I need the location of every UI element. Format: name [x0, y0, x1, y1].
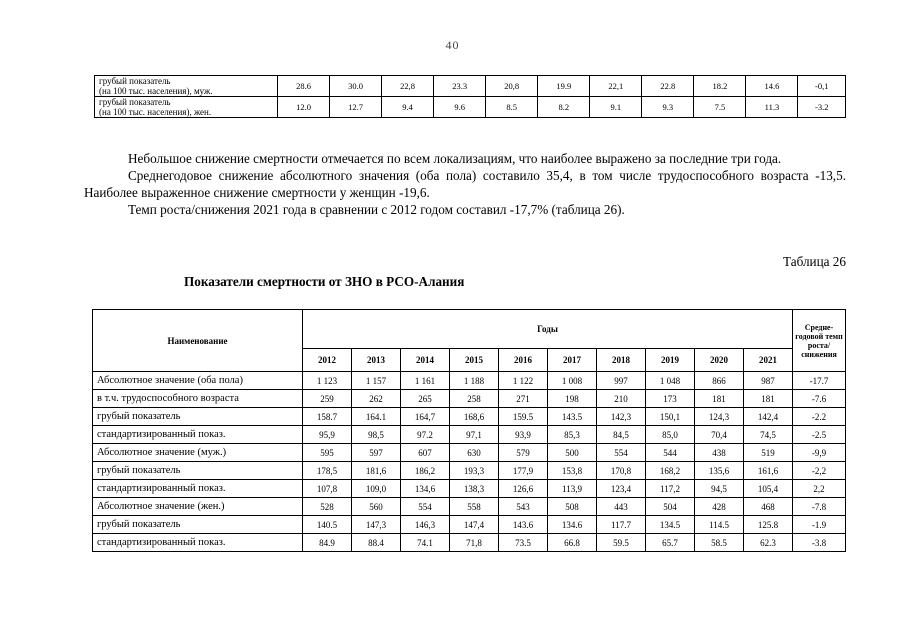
table-cell: 544	[646, 444, 695, 462]
years-header: Годы	[303, 310, 793, 349]
row-label: Абсолютное значение (муж.)	[93, 444, 303, 462]
table-cell: 97.2	[401, 426, 450, 444]
continued-table	[94, 75, 846, 118]
row-label: стандартизированный показ.	[93, 534, 303, 552]
paragraph: Небольшое снижение смертности отмечается по всем локализациям, что наиболее выражено за последние три года.	[128, 151, 782, 166]
table-cell: 193,3	[450, 462, 499, 480]
table-cell: 143.5	[548, 408, 597, 426]
table-row	[93, 426, 846, 444]
table-cell: 428	[695, 498, 744, 516]
table-cell: 181	[744, 390, 793, 408]
table-cell: 62.3	[744, 534, 793, 552]
row-label: стандартизированный показ.	[93, 426, 303, 444]
table-cell: 66.8	[548, 534, 597, 552]
table-cell: 114.5	[695, 516, 744, 534]
table-cell: 28.6	[278, 76, 330, 97]
rate-header: Средне-годовой темп роста/ снижения	[793, 310, 846, 372]
table-cell: 73.5	[499, 534, 548, 552]
table-cell: 500	[548, 444, 597, 462]
table-cell: 134.6	[548, 516, 597, 534]
mortality-table	[92, 309, 846, 552]
table-row	[93, 462, 846, 480]
paragraph: Среднегодовое снижение абсолютного значения (оба пола) составило 35,4, в том числе трудоспособного возраста -13,5. Наиболее выраженное снижение смертности у женщин -19,6.	[84, 168, 846, 200]
rate-cell: -7.6	[793, 390, 846, 408]
rate-cell: 2,2	[793, 480, 846, 498]
table-cell: 1 122	[499, 372, 548, 390]
table-cell: 30.0	[330, 76, 382, 97]
table-cell: 22.8	[642, 76, 694, 97]
table-cell: 107,8	[303, 480, 352, 498]
rate-cell: -2.2	[793, 408, 846, 426]
table-cell: 150,1	[646, 408, 695, 426]
table-caption: Таблица 26	[783, 254, 846, 269]
year-header: 2013	[352, 349, 401, 372]
table-cell: 135,6	[695, 462, 744, 480]
table-cell: 161,6	[744, 462, 793, 480]
table-cell: 140.5	[303, 516, 352, 534]
table-cell: 173	[646, 390, 695, 408]
table-cell: 85,0	[646, 426, 695, 444]
table-cell: 105,4	[744, 480, 793, 498]
table-cell: 93,9	[499, 426, 548, 444]
table-cell: 866	[695, 372, 744, 390]
table-cell: 181,6	[352, 462, 401, 480]
table-cell: 198	[548, 390, 597, 408]
row-label: в т.ч. трудоспособного возраста	[93, 390, 303, 408]
table-cell: 97,1	[450, 426, 499, 444]
table-cell: 519	[744, 444, 793, 462]
text-body	[84, 150, 846, 218]
row-label	[95, 76, 278, 97]
table-cell: 95,9	[303, 426, 352, 444]
table-cell: 153,8	[548, 462, 597, 480]
row-label: грубый показатель	[93, 408, 303, 426]
table-cell: 164,7	[401, 408, 450, 426]
table-cell: 1 188	[450, 372, 499, 390]
table-cell: 508	[548, 498, 597, 516]
table-cell: 123,4	[597, 480, 646, 498]
table-cell: 997	[597, 372, 646, 390]
table-cell: 11.3	[746, 97, 798, 118]
table-cell: 9.1	[590, 97, 642, 118]
table-cell: 143.6	[499, 516, 548, 534]
table-cell: 124,3	[695, 408, 744, 426]
table-cell: 98,5	[352, 426, 401, 444]
table-cell: 113,9	[548, 480, 597, 498]
table-cell: 74.1	[401, 534, 450, 552]
row-label: стандартизированный показ.	[93, 480, 303, 498]
table-cell: 597	[352, 444, 401, 462]
row-label: грубый показатель	[93, 516, 303, 534]
rate-cell: -2.5	[793, 426, 846, 444]
table-cell: 178,5	[303, 462, 352, 480]
table-cell: 271	[499, 390, 548, 408]
year-header: 2018	[597, 349, 646, 372]
rate-cell: -7.8	[793, 498, 846, 516]
table-cell: 554	[597, 444, 646, 462]
table-cell: 558	[450, 498, 499, 516]
table-cell: 259	[303, 390, 352, 408]
row-label-line: (на 100 тыс. населения), жен.	[99, 107, 212, 117]
table-cell: 22,8	[382, 76, 434, 97]
table-cell: 134.5	[646, 516, 695, 534]
table-title: Показатели смертности от ЗНО в РСО-Алания	[184, 274, 465, 289]
table-cell: 12.7	[330, 97, 382, 118]
table-cell: 210	[597, 390, 646, 408]
table-cell: 59.5	[597, 534, 646, 552]
table-cell: -0,1	[798, 76, 846, 97]
year-header: 2021	[744, 349, 793, 372]
table-cell: 117.7	[597, 516, 646, 534]
table-cell: 142,4	[744, 408, 793, 426]
table-cell: 468	[744, 498, 793, 516]
table-cell: 138,3	[450, 480, 499, 498]
table-cell: 170,8	[597, 462, 646, 480]
row-label-line: (на 100 тыс. населения), муж.	[99, 86, 213, 96]
table-cell: 19.9	[538, 76, 590, 97]
table-cell: 70,4	[695, 426, 744, 444]
table-cell: 595	[303, 444, 352, 462]
table-cell: 504	[646, 498, 695, 516]
table-row	[93, 372, 846, 390]
table-cell: 987	[744, 372, 793, 390]
table-cell: 265	[401, 390, 450, 408]
table-cell: 146,3	[401, 516, 450, 534]
table-cell: 579	[499, 444, 548, 462]
row-label: Абсолютное значение (оба пола)	[93, 372, 303, 390]
table-cell: 159.5	[499, 408, 548, 426]
row-label: грубый показатель	[93, 462, 303, 480]
table-cell: 1 008	[548, 372, 597, 390]
table-cell: 84,5	[597, 426, 646, 444]
year-header: 2014	[401, 349, 450, 372]
table-row	[93, 516, 846, 534]
table-cell: 117,2	[646, 480, 695, 498]
year-header: 2020	[695, 349, 744, 372]
table-cell: 22,1	[590, 76, 642, 97]
table-cell: 438	[695, 444, 744, 462]
table-cell: 528	[303, 498, 352, 516]
table-cell: 543	[499, 498, 548, 516]
table-cell: 443	[597, 498, 646, 516]
table-cell: 9.3	[642, 97, 694, 118]
table-cell: 94,5	[695, 480, 744, 498]
table-cell: 88.4	[352, 534, 401, 552]
table-row	[95, 76, 846, 97]
year-header: 2016	[499, 349, 548, 372]
table-row	[93, 480, 846, 498]
row-label-line: грубый показатель	[99, 97, 171, 107]
table-cell: 186,2	[401, 462, 450, 480]
table-cell: 147,3	[352, 516, 401, 534]
table-cell: 9.4	[382, 97, 434, 118]
table-cell: 65.7	[646, 534, 695, 552]
rate-cell: -3.8	[793, 534, 846, 552]
table-cell: 58.5	[695, 534, 744, 552]
paragraph: Темп роста/снижения 2021 года в сравнении с 2012 годом составил -17,7% (таблица 26).	[128, 202, 625, 217]
table-cell: -3.2	[798, 97, 846, 118]
table-cell: 1 123	[303, 372, 352, 390]
table-cell: 8.5	[486, 97, 538, 118]
rate-cell: -17.7	[793, 372, 846, 390]
table-cell: 164.1	[352, 408, 401, 426]
table-cell: 9.6	[434, 97, 486, 118]
table-cell: 23.3	[434, 76, 486, 97]
year-header: 2019	[646, 349, 695, 372]
table-row	[93, 444, 846, 462]
table-cell: 74,5	[744, 426, 793, 444]
table-cell: 147,4	[450, 516, 499, 534]
table-cell: 1 157	[352, 372, 401, 390]
table-row	[93, 498, 846, 516]
table-cell: 262	[352, 390, 401, 408]
table-row	[93, 408, 846, 426]
table-cell: 158.7	[303, 408, 352, 426]
table-cell: 125.8	[744, 516, 793, 534]
table-cell: 607	[401, 444, 450, 462]
table-cell: 84.9	[303, 534, 352, 552]
table-cell: 181	[695, 390, 744, 408]
table-cell: 109,0	[352, 480, 401, 498]
table-cell: 168,6	[450, 408, 499, 426]
name-header: Наименование	[93, 310, 303, 372]
page-number: 40	[445, 38, 460, 52]
table-row	[93, 390, 846, 408]
year-header: 2012	[303, 349, 352, 372]
table-cell: 554	[401, 498, 450, 516]
table-cell: 1 161	[401, 372, 450, 390]
year-header: 2015	[450, 349, 499, 372]
table-cell: 126,6	[499, 480, 548, 498]
table-cell: 168,2	[646, 462, 695, 480]
year-header: 2017	[548, 349, 597, 372]
table-cell: 177,9	[499, 462, 548, 480]
row-label	[95, 97, 278, 118]
row-label-line: грубый показатель	[99, 76, 171, 86]
table-row	[95, 97, 846, 118]
rate-cell: -1.9	[793, 516, 846, 534]
table-cell: 20,8	[486, 76, 538, 97]
table-cell: 71,8	[450, 534, 499, 552]
table-cell: 258	[450, 390, 499, 408]
table-cell: 1 048	[646, 372, 695, 390]
rate-cell: -2,2	[793, 462, 846, 480]
rate-cell: -9,9	[793, 444, 846, 462]
table-cell: 7.5	[694, 97, 746, 118]
table-cell: 85,3	[548, 426, 597, 444]
table-cell: 14.6	[746, 76, 798, 97]
table-cell: 560	[352, 498, 401, 516]
table-cell: 142,3	[597, 408, 646, 426]
table-cell: 18.2	[694, 76, 746, 97]
table-cell: 8.2	[538, 97, 590, 118]
table-row	[93, 534, 846, 552]
table-cell: 134,6	[401, 480, 450, 498]
row-label: Абсолютное значение (жен.)	[93, 498, 303, 516]
table-cell: 12.0	[278, 97, 330, 118]
table-cell: 630	[450, 444, 499, 462]
